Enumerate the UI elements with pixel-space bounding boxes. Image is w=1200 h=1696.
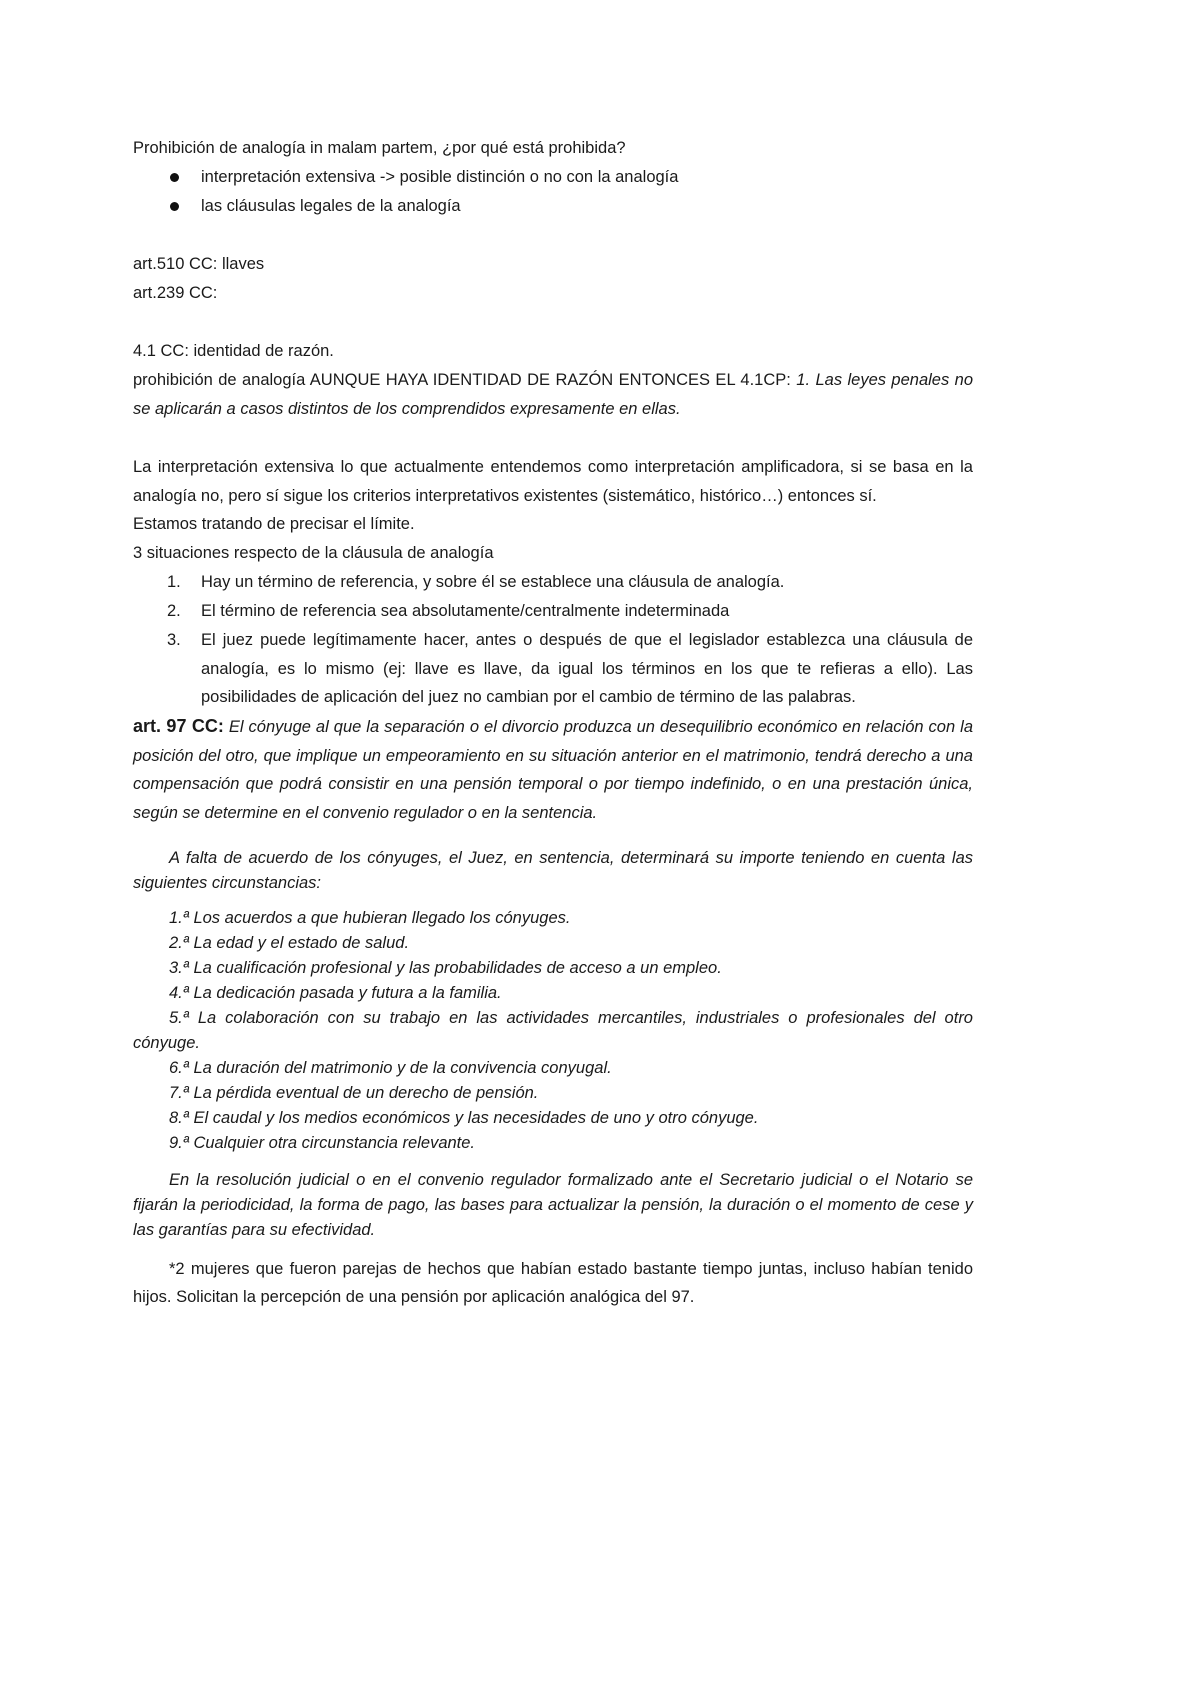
situation-item [133, 597, 973, 626]
situation-text: Hay un término de referencia, y sobre él se establece una cláusula de analogía. [201, 573, 785, 592]
art97-falta: A falta de acuerdo de los cónyuges, el Juez, en sentencia, determinará su importe teniendo en cuenta las siguientes circunstancias: [133, 848, 973, 892]
circumstance-item: 3.ª La cualificación profesional y las probabilidades de acceso a un empleo. [169, 958, 722, 977]
art4-1cp-quote: 1. Las leyes penales no se aplicarán a casos distintos de los comprendidos expresamente en ellas. [133, 371, 973, 418]
spacer [133, 221, 973, 250]
situation-item [133, 626, 973, 712]
identidad-heading: 4.1 CC: identidad de razón. [133, 342, 334, 360]
circumstance-item: 9.ª Cualquier otra circunstancia relevante. [169, 1133, 476, 1152]
spacer [133, 828, 973, 846]
situation-text: El término de referencia sea absolutamente/centralmente indeterminada [201, 602, 730, 621]
bullet-dot-icon [170, 173, 179, 182]
situation-number: 3. [167, 630, 181, 649]
circumstance-item: 6.ª La duración del matrimonio y de la convivencia conyugal. [169, 1058, 612, 1077]
extensiva-paragraph: La interpretación extensiva lo que actualmente entendemos como interpretación amplificadora, si se basa en la analogía no, pero sí sigue los criterios interpretativos existentes (sistemático, histórico…) entonces sí. [133, 458, 973, 505]
intro-bullet-list [133, 163, 973, 221]
circumstance-item: 2.ª La edad y el estado de salud. [169, 933, 410, 952]
spacer [133, 1156, 973, 1168]
art97-paragraph [133, 712, 973, 828]
circumstance-item: 7.ª La pérdida eventual de un derecho de pensión. [169, 1083, 539, 1102]
situations-heading: 3 situaciones respecto de la cláusula de analogía [133, 544, 494, 563]
bullet-text: las cláusulas legales de la analogía [201, 197, 461, 215]
situation-item [133, 568, 973, 597]
spacer [133, 1243, 973, 1255]
spacer [133, 896, 973, 906]
bullet-item [133, 192, 973, 221]
circumstance-item: 8.ª El caudal y los medios económicos y las necesidades de uno y otro cónyuge. [169, 1108, 759, 1127]
art97-label: art. 97 CC: [133, 715, 224, 736]
situations-list [133, 568, 973, 712]
situation-number: 2. [167, 602, 181, 621]
situation-number: 1. [167, 573, 181, 592]
circumstance-item: 1.ª Los acuerdos a que hubieran llegado los cónyuges. [169, 908, 571, 927]
bullet-text: interpretación extensiva -> posible distinción o no con la analogía [201, 168, 679, 186]
spacer [133, 424, 973, 453]
situation-text: El juez puede legítimamente hacer, antes o después de que el legislador establezca una cláusula de analogía, es lo mismo (ej: llave es llave, da igual los términos en los que te refieras a ello). Las posibilidades de aplicación del juez no cambian por el cambio de término de las palabras. [201, 630, 973, 707]
document-page [133, 134, 973, 1312]
intro-title: Prohibición de analogía in malam partem, ¿por qué está prohibida? [133, 139, 626, 157]
circumstances-list [133, 906, 973, 1156]
art510-note: art.510 CC: llaves [133, 255, 265, 273]
bullet-dot-icon [170, 202, 179, 211]
spacer [133, 308, 973, 337]
limit-line: Estamos tratando de precisar el límite. [133, 515, 415, 534]
circumstance-item: 5.ª La colaboración con su trabajo en las actividades mercantiles, industriales o profesionales del otro cónyuge. [133, 1008, 973, 1052]
caso-paragraph: *2 mujeres que fueron parejas de hechos que habían estado bastante tiempo juntas, incluso habían tenido hijos. Solicitan la percepción de una pensión por aplicación analógica del 97. [133, 1259, 973, 1307]
art97-text: El cónyuge al que la separación o el divorcio produzca un desequilibrio económico en relación con la posición del otro, que implique un empeoramiento en su situación anterior en el matrimonio, tendrá derecho a una compensación que podrá consistir en una pensión temporal o por tiempo indefinido, o en una prestación única, según se determine en el convenio regulador o en la sentencia. [133, 717, 973, 823]
bullet-item [133, 163, 973, 192]
art239-note: art.239 CC: [133, 284, 218, 302]
art97-resolucion: En la resolución judicial o en el convenio regulador formalizado ante el Secretario judicial o el Notario se fijarán la periodicidad, la forma de pago, las bases para actualizar la pensión, la duración o el momento de cese y las garantías para su efectividad. [133, 1170, 973, 1239]
identidad-paragraph [133, 366, 973, 424]
circumstance-item: 4.ª La dedicación pasada y futura a la familia. [169, 983, 502, 1002]
identidad-prefix: prohibición de analogía AUNQUE HAYA IDENTIDAD DE RAZÓN ENTONCES EL 4.1CP: [133, 371, 797, 389]
